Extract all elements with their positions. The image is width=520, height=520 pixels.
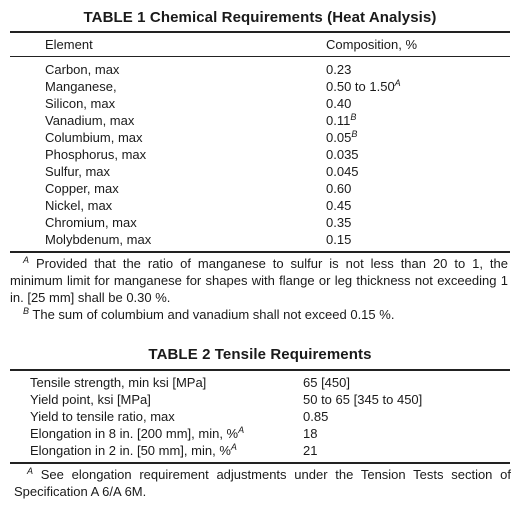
composition-value: 0.15 <box>326 232 352 247</box>
table-row <box>0 146 520 163</box>
composition-value: 0.60 <box>326 181 352 196</box>
table-row <box>0 61 520 78</box>
table2-bottom-rule <box>10 462 510 464</box>
table-row <box>0 374 520 391</box>
property-label: Yield to tensile ratio, max <box>30 409 175 424</box>
table1-title: TABLE 1 Chemical Requirements (Heat Analysis) <box>83 9 437 26</box>
composition-value: 0.40 <box>326 96 352 111</box>
element-name: Chromium, max <box>45 215 137 230</box>
table2-footnote-a: $^A$ See elongation requirement adjustments under the Tension Tests section of Specification A 6/A 6M. <box>14 466 511 499</box>
footnote-mark: B <box>23 306 30 316</box>
table1-bottom-rule <box>10 251 510 253</box>
element-name: Sulfur, max <box>45 164 111 179</box>
element-name: Silicon, max <box>45 96 116 111</box>
footnote-mark: A <box>23 255 30 265</box>
element-name: Phosphorus, max <box>45 147 147 162</box>
table-row <box>0 231 520 248</box>
composition-value: 0.035 <box>326 147 359 162</box>
composition-value: 0.23 <box>326 62 352 77</box>
table-row <box>0 425 520 442</box>
property-value: 0.85 <box>303 409 329 424</box>
property-label: Elongation in 8 in. [200 mm], min, %$^A$ <box>30 425 245 441</box>
composition-value: 0.045 <box>326 164 359 179</box>
table2-title: TABLE 2 Tensile Requirements <box>148 346 372 363</box>
footnote-mark: B <box>351 129 358 139</box>
table-row <box>0 95 520 112</box>
property-value: 65 [450] <box>303 375 350 390</box>
table-row <box>0 391 520 408</box>
element-name: Vanadium, max <box>45 113 135 128</box>
table2-top-rule <box>10 369 510 371</box>
element-name: Copper, max <box>45 181 119 196</box>
element-name: Molybdenum, max <box>45 232 152 247</box>
table1-footnote-b: $^B$ The sum of columbium and vanadium shall not exceed 0.15 %. <box>23 306 395 322</box>
property-label: Elongation in 2 in. [50 mm], min, %$^A$ <box>30 442 237 458</box>
table1-header-row <box>0 36 520 53</box>
footnote-mark: A <box>230 442 237 452</box>
element-name: Columbium, max <box>45 130 143 145</box>
element-name: Carbon, max <box>45 62 120 77</box>
footnote-mark: A <box>238 425 245 435</box>
table-row <box>0 112 520 129</box>
table-row <box>0 197 520 214</box>
footnote-mark: A <box>27 466 34 476</box>
property-label: Yield point, ksi [MPa] <box>30 392 151 407</box>
table1-footnote-a: $^A$ Provided that the ratio of manganese to sulfur is not less than 20 to 1, the minimum limit for manganese for shapes with flange or leg thickness not exceeding 1 in. [25 mm] shall be 0.30 %. <box>10 255 508 305</box>
table-row <box>0 408 520 425</box>
property-label: Tensile strength, min ksi [MPa] <box>30 375 207 390</box>
footnote-mark: B <box>350 112 357 122</box>
table-row <box>0 180 520 197</box>
table-row <box>0 129 520 146</box>
composition-value: $0.11^B$ <box>326 112 357 128</box>
composition-value: 0.45 <box>326 198 352 213</box>
table-row <box>0 163 520 180</box>
composition-value: $0.05^B$ <box>326 129 358 145</box>
composition-value: 0.50 to $1.50^A$ <box>326 78 401 94</box>
element-name: Manganese, <box>45 79 117 94</box>
property-value: 21 <box>303 443 318 458</box>
table-row <box>0 214 520 231</box>
property-value: 50 to 65 [345 to 450] <box>303 392 423 407</box>
property-value: 18 <box>303 426 318 441</box>
element-name: Nickel, max <box>45 198 113 213</box>
table1-header-rule <box>10 56 510 57</box>
table1-header-composition: Composition, % <box>326 37 418 52</box>
table1-top-rule <box>10 31 510 33</box>
footnote-mark: A <box>394 78 401 88</box>
composition-value: 0.35 <box>326 215 352 230</box>
table-row <box>0 442 520 459</box>
table1-header-element: Element <box>45 37 93 52</box>
table-row <box>0 78 520 95</box>
